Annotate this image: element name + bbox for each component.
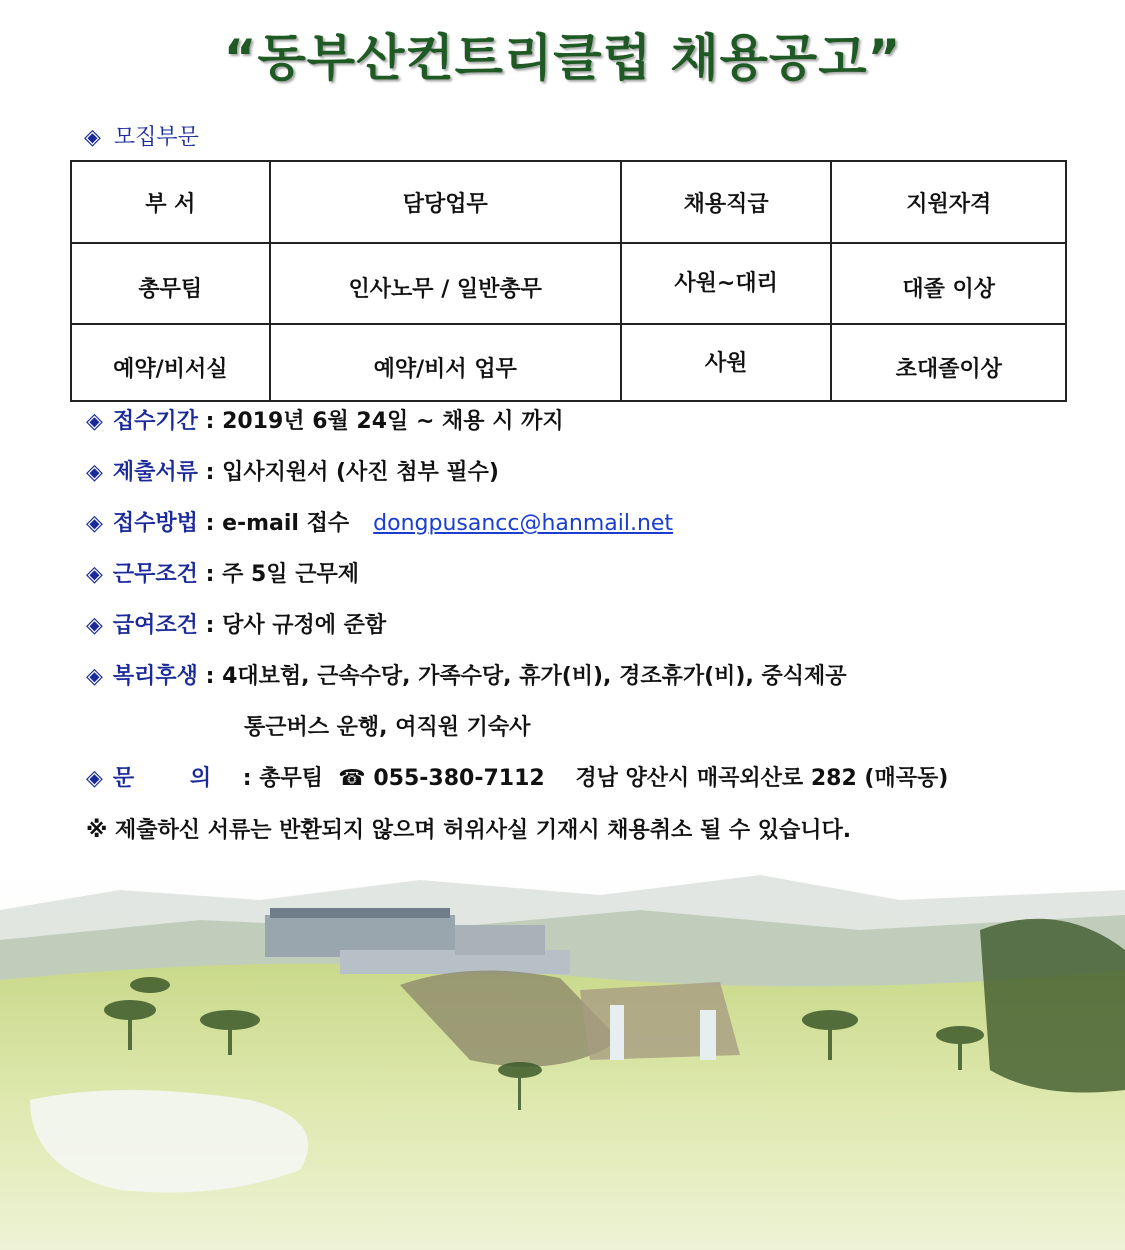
info-salary — [86, 608, 386, 639]
info-label: 문 의 — [112, 766, 236, 791]
table-row — [71, 243, 1066, 324]
header-position: 채용직급 — [621, 161, 832, 243]
info-label: 접수방법 — [112, 511, 198, 536]
section-label: 모집부문 — [113, 125, 199, 150]
info-value: : 총무팀 ☎ 055-380-7112 경남 양산시 매곡외산로 282 (매곡동) — [242, 766, 949, 791]
info-work — [86, 557, 359, 588]
diamond-bullet-icon: ◈ — [86, 613, 103, 638]
info-label: 복리후생 — [112, 664, 198, 689]
info-value: : 4대보험, 근속수당, 가족수당, 휴가(비), 경조휴가(비), 중식제공 — [205, 664, 847, 689]
info-documents — [86, 455, 499, 486]
diamond-bullet-icon: ◈ — [86, 562, 103, 587]
info-label: 근무조건 — [112, 562, 198, 587]
header-department: 부 서 — [71, 161, 270, 243]
info-welfare-continued: 통근버스 운행, 여직원 기숙사 — [244, 715, 531, 740]
table-header-row — [71, 161, 1066, 243]
header-duty: 담당업무 — [270, 161, 621, 243]
table-cell: 사원 — [621, 324, 832, 401]
diamond-bullet-icon: ◈ — [84, 125, 101, 150]
info-label: 급여조건 — [112, 613, 198, 638]
info-label: 접수기간 — [112, 409, 198, 434]
table-cell: 초대졸이상 — [831, 324, 1066, 401]
diamond-bullet-icon: ◈ — [86, 766, 103, 791]
info-value: : 입사지원서 (사진 첨부 필수) — [205, 460, 499, 485]
info-inquiry — [86, 761, 948, 792]
table-row — [71, 324, 1066, 401]
diamond-bullet-icon: ◈ — [86, 511, 103, 536]
page-title: “동부산컨트리클럽 채용공고” — [223, 29, 902, 87]
diamond-bullet-icon: ◈ — [86, 460, 103, 485]
table-cell: 예약/비서실 — [71, 324, 270, 401]
diamond-bullet-icon: ◈ — [86, 664, 103, 689]
notice-text: ※ 제출하신 서류는 반환되지 않으며 허위사실 기재시 채용취소 될 수 있습니다. — [86, 818, 852, 843]
section-heading — [84, 120, 199, 151]
table-cell: 총무팀 — [71, 243, 270, 324]
golf-course-illustration — [0, 870, 1125, 1250]
info-welfare — [86, 659, 846, 690]
info-value: : e-mail 접수 — [205, 511, 350, 536]
email-link[interactable]: dongpusancc@hanmail.net — [373, 511, 674, 536]
info-period — [86, 404, 564, 435]
info-value: : 2019년 6월 24일 ~ 채용 시 까지 — [205, 409, 564, 434]
table-cell: 사원~대리 — [621, 243, 832, 324]
info-method — [86, 506, 673, 537]
header-qualification: 지원자격 — [831, 161, 1066, 243]
diamond-bullet-icon: ◈ — [86, 409, 103, 434]
table-cell: 대졸 이상 — [831, 243, 1066, 324]
recruitment-table — [70, 160, 1067, 402]
table-cell: 예약/비서 업무 — [270, 324, 621, 401]
info-value: : 주 5일 근무제 — [205, 562, 359, 587]
info-label: 제출서류 — [112, 460, 198, 485]
info-value: : 당사 규정에 준함 — [205, 613, 387, 638]
table-cell: 인사노무 / 일반총무 — [270, 243, 621, 324]
